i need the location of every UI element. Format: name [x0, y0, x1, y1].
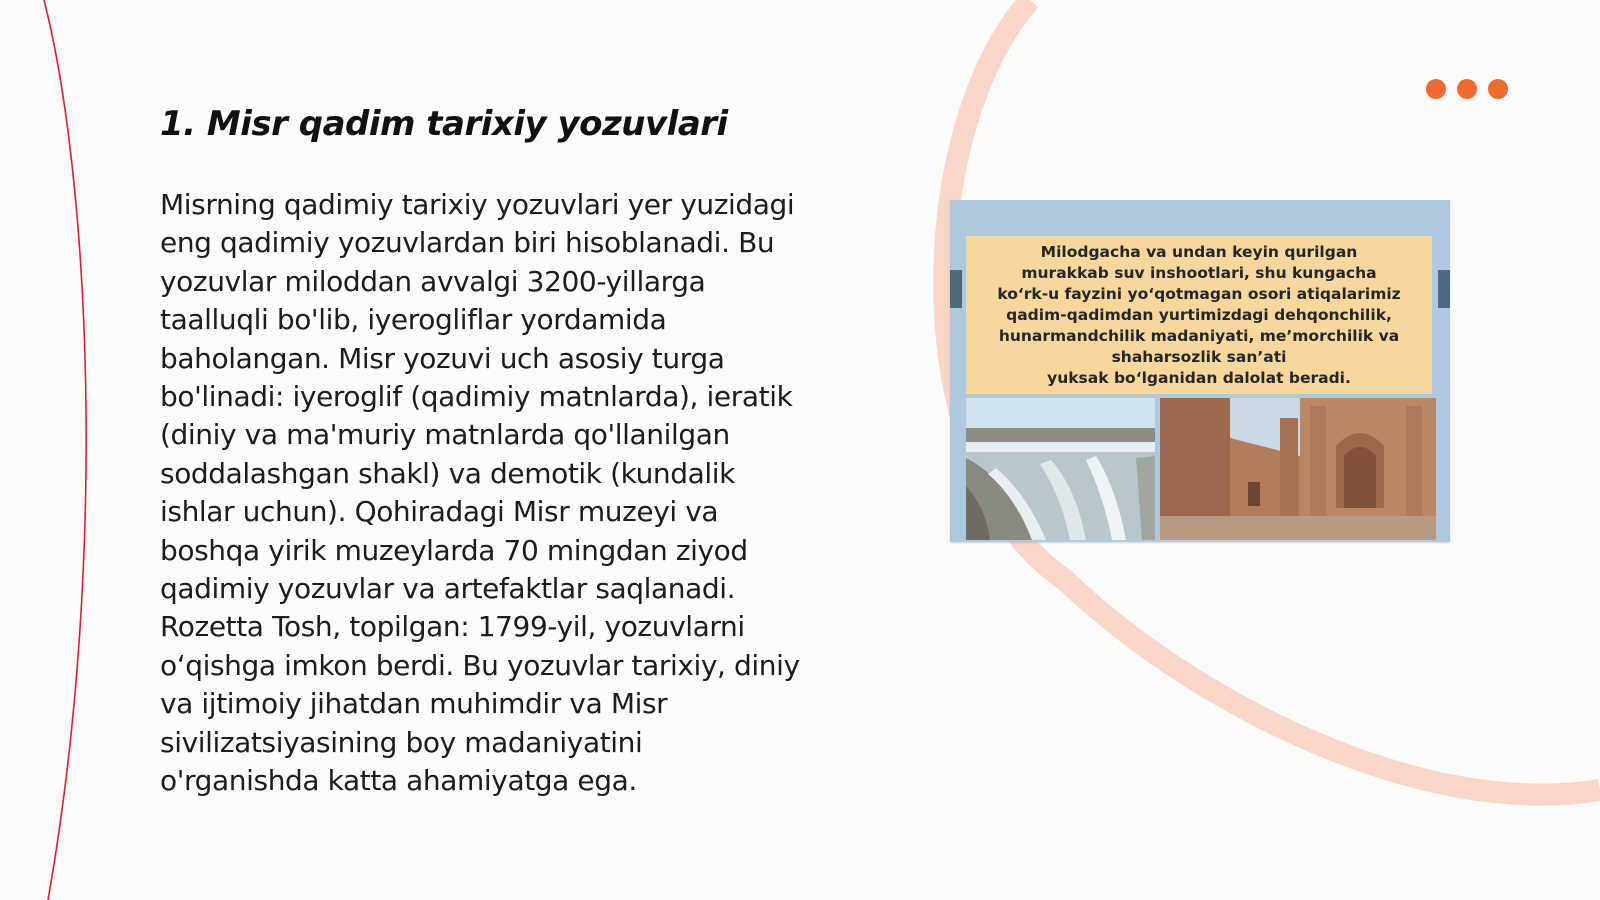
dot-3: [1488, 79, 1508, 99]
slide-title: 1. Misr qadim tarixiy yozuvlari: [160, 104, 728, 144]
slide-picture: [950, 200, 1450, 542]
picture-caption-box: [966, 236, 1432, 394]
dam-photo: [966, 398, 1155, 540]
fortress-photo: [1160, 398, 1436, 540]
left-edge-line: [44, 0, 86, 900]
slide-body-text: Misrning qadimiy tarixiy yozuvlari yer yuzidagi eng qadimiy yozuvlardan biri hisoblanadi. Bu yozuvlar miloddan avvalgi 3200-yillarga taalluqli bo'lib, iyerogliflar yordamida baholangan. Misr yozuvi uch asosiy turga bo'linadi: iyeroglif (qadimiy matnlarda), ieratik (diniy va ma'muriy matnlarda qo'llanilgan soddalashgan shakl) va demotik (kundalik ishlar uchun). Qohiradagi Misr muzeyi va boshqa yirik muzeylarda 70 mingdan ziyod qadimiy yozuvlar va artefaktlar saqlanadi. Rozetta Tosh, topilgan: 1799-yil, yozuvlarni o‘qishga imkon berdi. Bu yozuvlar tarixiy, diniy va ijtimoiy jihatdan muhimdir va Misr sivilizatsiyasining boy madaniyatini o'rganishda katta ahamiyatga ega.: [160, 188, 800, 798]
picture-caption: Milodgacha va undan keyin qurilgan murakkab suv inshootlari, shu kungacha ko‘rk-u fayzini yo‘qotmagan osori atiqalarimiz qadim-qadimdan yurtimizdagi dehqonchilik, hunarmandchilik madaniyati, me’morchilik va shaharsozlik san’ati yuksak bo‘lganidan dalolat beradi.: [997, 242, 1401, 387]
three-dots-icon: [1426, 79, 1508, 99]
picture-edge-tab-left: [950, 270, 962, 308]
picture-edge-tab-right: [1438, 270, 1450, 308]
dot-2: [1457, 79, 1477, 99]
dot-1: [1426, 79, 1446, 99]
